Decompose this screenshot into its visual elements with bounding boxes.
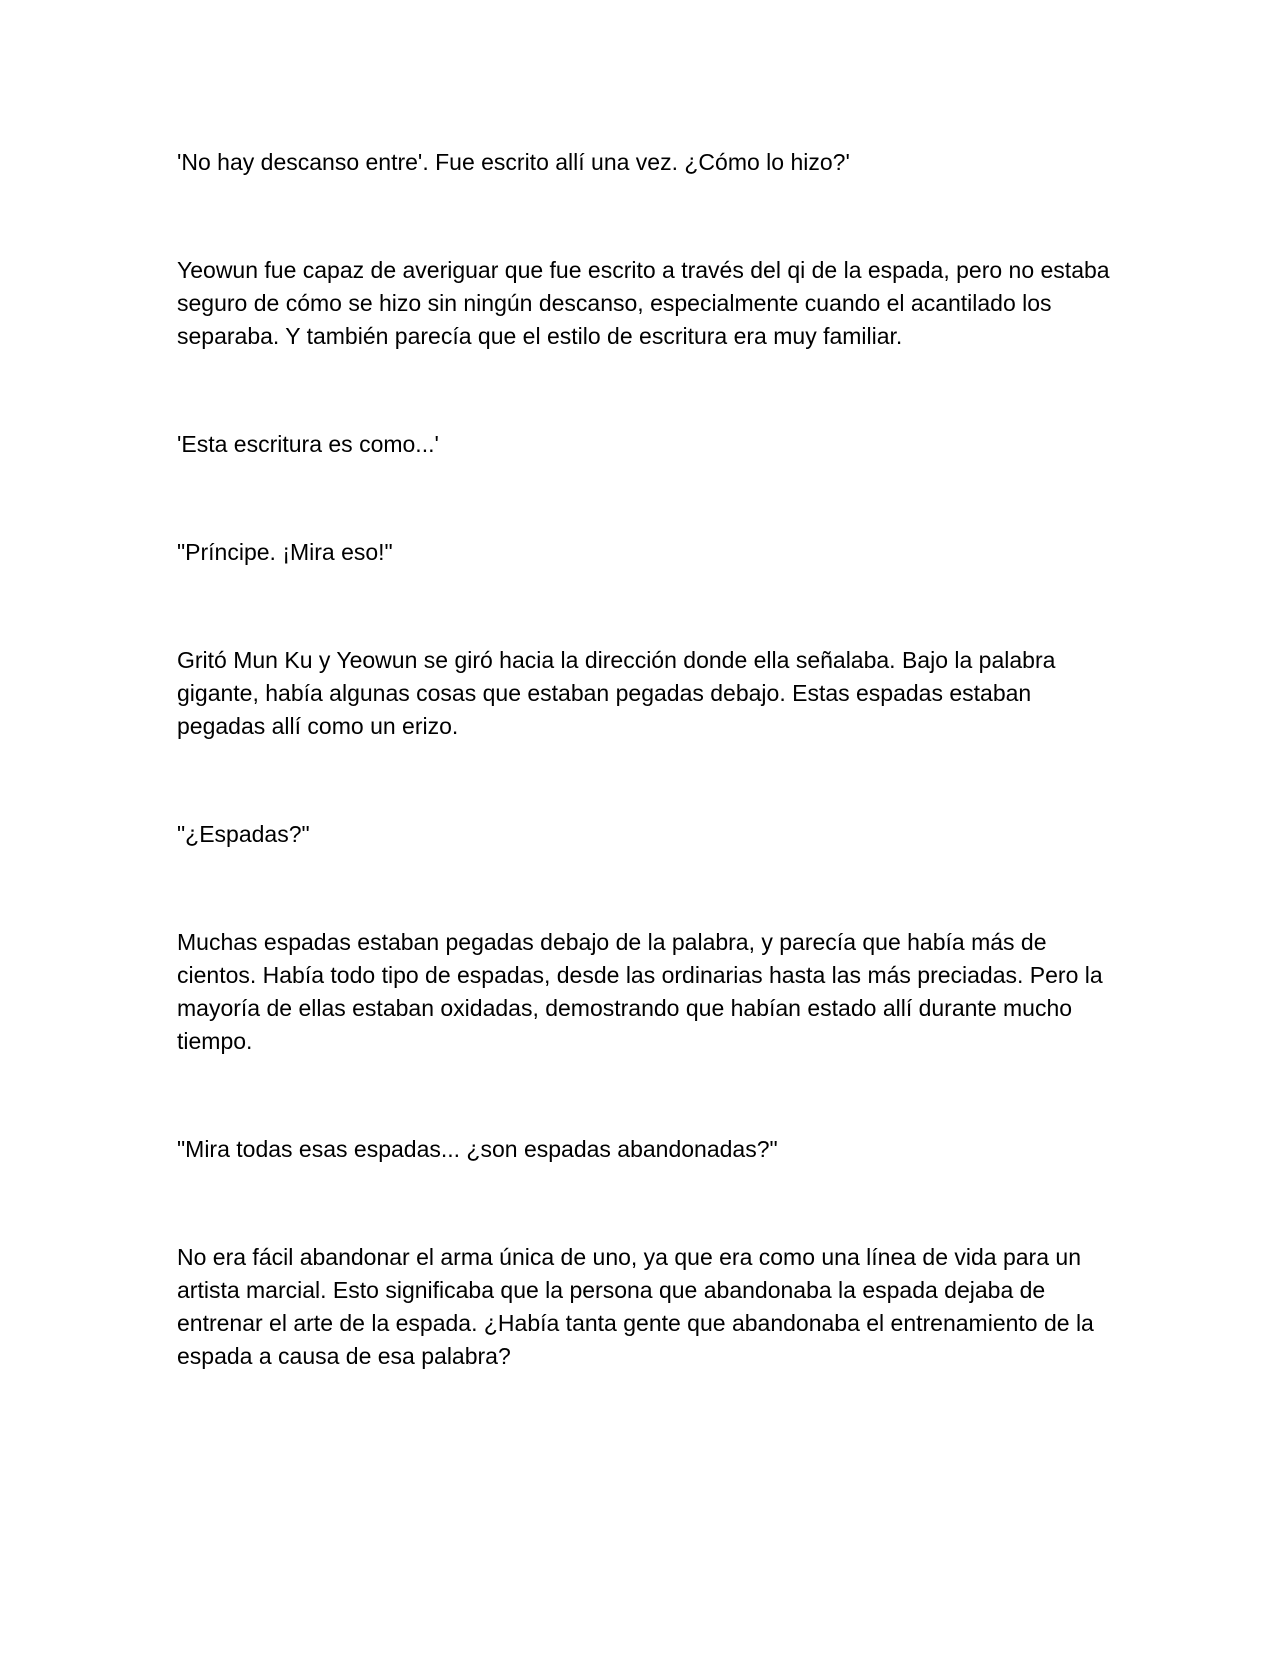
paragraph-2: Yeowun fue capaz de averiguar que fue escrito a través del qi de la espada, pero no estaba seguro de cómo se hizo sin ningún descanso, especialmente cuando el acantilado los separaba. Y también parecía que el estilo de escritura era muy familiar. [177,257,1110,349]
paragraph-6: "¿Espadas?" [177,821,310,847]
document-body [177,146,1112,1373]
paragraph-1: 'No hay descanso entre'. Fue escrito allí una vez. ¿Cómo lo hizo?' [177,149,850,175]
paragraph-3: 'Esta escritura es como...' [177,431,439,457]
paragraph-5: Gritó Mun Ku y Yeowun se giró hacia la dirección donde ella señalaba. Bajo la palabra gigante, había algunas cosas que estaban pegadas debajo. Estas espadas estaban pegadas allí como un erizo. [177,647,1056,739]
paragraph-7: Muchas espadas estaban pegadas debajo de la palabra, y parecía que había más de cientos. Había todo tipo de espadas, desde las ordinarias hasta las más preciadas. Pero la mayoría de ellas estaban oxidadas, demostrando que habían estado allí durante mucho tiempo. [177,929,1103,1054]
paragraph-8: "Mira todas esas espadas... ¿son espadas abandonadas?" [177,1136,778,1162]
paragraph-9: No era fácil abandonar el arma única de uno, ya que era como una línea de vida para un artista marcial. Esto significaba que la persona que abandonaba la espada dejaba de entrenar el arte de la espada. ¿Había tanta gente que abandonaba el entrenamiento de la espada a causa de esa palabra? [177,1244,1094,1369]
paragraph-4: "Príncipe. ¡Mira eso!" [177,539,393,565]
